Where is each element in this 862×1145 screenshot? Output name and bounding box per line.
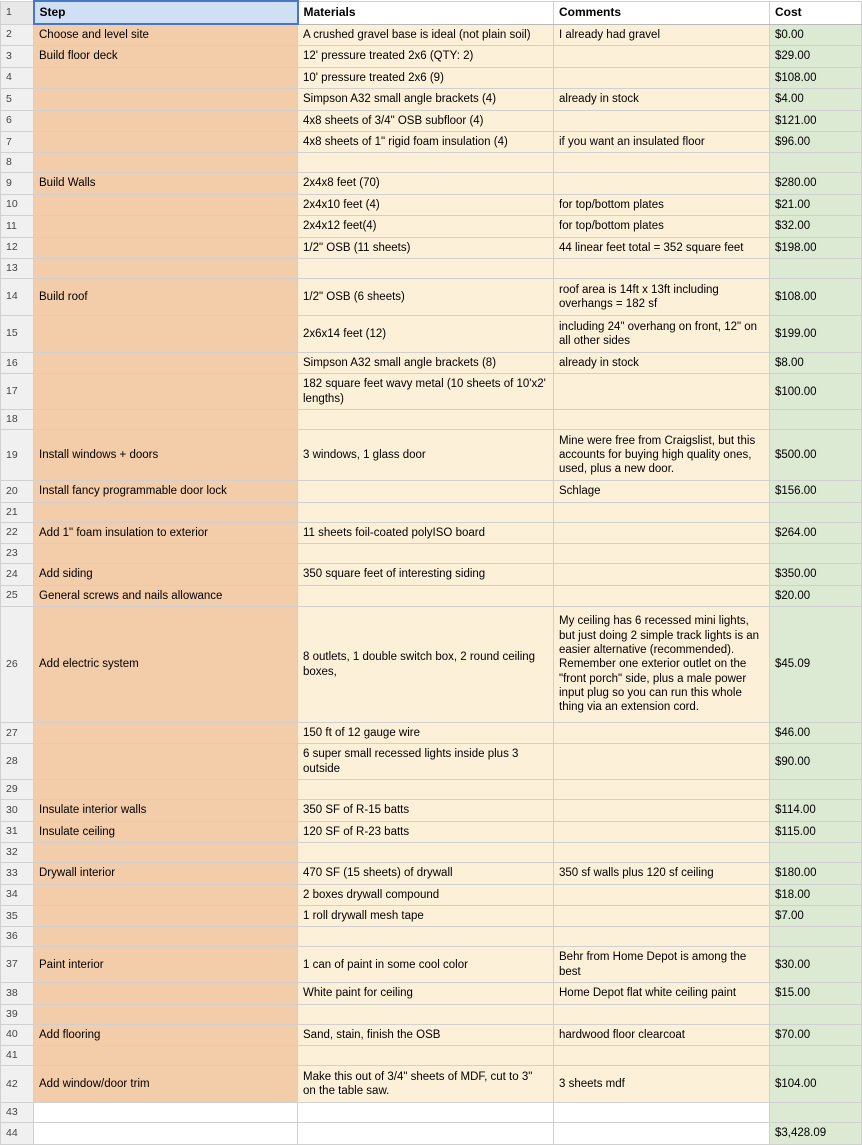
cell-total-cost[interactable]: $3,428.09 bbox=[770, 1123, 862, 1144]
cell-step[interactable]: Add 1" foam insulation to exterior bbox=[34, 522, 298, 543]
table-row bbox=[1, 800, 862, 821]
cell-comments[interactable] bbox=[554, 564, 770, 585]
cell-cost[interactable]: $350.00 bbox=[770, 564, 862, 585]
table-row bbox=[1, 843, 862, 863]
cell-comments[interactable]: 44 linear feet total = 352 square feet bbox=[554, 237, 770, 258]
row-header-41[interactable]: 41 bbox=[1, 1046, 34, 1066]
cell-step[interactable] bbox=[34, 153, 298, 173]
cell-materials[interactable]: 182 square feet wavy metal (10 sheets of 10'x2' lengths) bbox=[298, 374, 554, 410]
table-row bbox=[1, 1123, 862, 1144]
cell-comments[interactable] bbox=[554, 502, 770, 522]
cell-cost[interactable]: $4.00 bbox=[770, 89, 862, 110]
cell-comments[interactable] bbox=[554, 173, 770, 194]
cell-step[interactable]: Add electric system bbox=[34, 607, 298, 723]
cell-comments[interactable] bbox=[554, 723, 770, 744]
row-header-26[interactable]: 26 bbox=[1, 607, 34, 723]
table-row bbox=[1, 316, 862, 353]
row-header-15[interactable]: 15 bbox=[1, 316, 34, 353]
row-header-13[interactable]: 13 bbox=[1, 258, 34, 278]
cell-materials[interactable]: 2x6x14 feet (12) bbox=[298, 316, 554, 353]
row-header-39[interactable]: 39 bbox=[1, 1004, 34, 1024]
cell-comments[interactable]: Mine were free from Craigslist, but this accounts for buying high quality ones, used, plus a new door. bbox=[554, 430, 770, 481]
table-row bbox=[1, 863, 862, 884]
row-header-17[interactable]: 17 bbox=[1, 374, 34, 410]
header-row bbox=[1, 1, 862, 24]
cell-step[interactable]: General screws and nails allowance bbox=[34, 585, 298, 606]
cell-comments[interactable] bbox=[554, 374, 770, 410]
table-row bbox=[1, 258, 862, 278]
cell-materials[interactable]: 6 super small recessed lights inside plus 3 outside bbox=[298, 744, 554, 780]
cell-cost[interactable]: $114.00 bbox=[770, 800, 862, 821]
table-row bbox=[1, 821, 862, 842]
table-row bbox=[1, 744, 862, 780]
row-header-14[interactable]: 14 bbox=[1, 279, 34, 316]
cell-materials[interactable]: 350 square feet of interesting siding bbox=[298, 564, 554, 585]
cell-step[interactable] bbox=[34, 258, 298, 278]
cell-step[interactable]: Build Walls bbox=[34, 173, 298, 194]
cell-comments[interactable] bbox=[554, 522, 770, 543]
cell-materials[interactable] bbox=[298, 927, 554, 947]
column-header-step[interactable]: Step bbox=[34, 1, 298, 24]
cell-step[interactable] bbox=[34, 67, 298, 88]
row-header-24[interactable]: 24 bbox=[1, 564, 34, 585]
cell-step[interactable] bbox=[34, 89, 298, 110]
cell-comments[interactable]: Schlage bbox=[554, 481, 770, 502]
cell-step[interactable] bbox=[34, 905, 298, 926]
table-row bbox=[1, 1024, 862, 1045]
row-header-38[interactable]: 38 bbox=[1, 983, 34, 1004]
cell-comments[interactable]: including 24" overhang on front, 12" on all other sides bbox=[554, 316, 770, 353]
cell-cost[interactable]: $21.00 bbox=[770, 194, 862, 215]
table-row bbox=[1, 89, 862, 110]
row-header-32[interactable]: 32 bbox=[1, 843, 34, 863]
cell-cost[interactable] bbox=[770, 927, 862, 947]
table-row bbox=[1, 723, 862, 744]
cell-comments[interactable]: 3 sheets mdf bbox=[554, 1066, 770, 1103]
cell-comments[interactable]: already in stock bbox=[554, 89, 770, 110]
cell-materials[interactable] bbox=[298, 1103, 554, 1123]
cell-cost[interactable]: $199.00 bbox=[770, 316, 862, 353]
row-header-9[interactable]: 9 bbox=[1, 173, 34, 194]
cell-materials[interactable]: Simpson A32 small angle brackets (8) bbox=[298, 353, 554, 374]
cell-step[interactable] bbox=[34, 502, 298, 522]
table-row bbox=[1, 194, 862, 215]
row-header-12[interactable]: 12 bbox=[1, 237, 34, 258]
row-header-22[interactable]: 22 bbox=[1, 522, 34, 543]
cell-cost[interactable] bbox=[770, 258, 862, 278]
cell-cost[interactable]: $108.00 bbox=[770, 279, 862, 316]
cell-cost[interactable]: $180.00 bbox=[770, 863, 862, 884]
cell-cost[interactable]: $100.00 bbox=[770, 374, 862, 410]
row-header-19[interactable]: 19 bbox=[1, 430, 34, 481]
cell-step[interactable]: Add window/door trim bbox=[34, 1066, 298, 1103]
cell-materials[interactable]: Simpson A32 small angle brackets (4) bbox=[298, 89, 554, 110]
row-header-7[interactable]: 7 bbox=[1, 131, 34, 152]
cell-comments[interactable]: My ceiling has 6 recessed mini lights, but just doing 2 simple track lights is an easier alternative (recommended). Remember one exterior outlet on the "front porch" side, plus a male power input plug so you can run this whole thing via an extension cord. bbox=[554, 607, 770, 723]
cell-step[interactable]: Add flooring bbox=[34, 1024, 298, 1045]
cell-materials[interactable]: Sand, stain, finish the OSB bbox=[298, 1024, 554, 1045]
row-header-23[interactable]: 23 bbox=[1, 544, 34, 564]
cell-cost[interactable]: $70.00 bbox=[770, 1024, 862, 1045]
cell-cost[interactable]: $280.00 bbox=[770, 173, 862, 194]
row-header-5[interactable]: 5 bbox=[1, 89, 34, 110]
cell-step[interactable] bbox=[34, 1046, 298, 1066]
cell-comments[interactable]: for top/bottom plates bbox=[554, 216, 770, 237]
row-header-1[interactable]: 1 bbox=[1, 1, 34, 24]
cell-step[interactable] bbox=[34, 927, 298, 947]
row-header-2[interactable]: 2 bbox=[1, 24, 34, 46]
cell-materials[interactable] bbox=[298, 843, 554, 863]
column-header-cost[interactable]: Cost bbox=[770, 1, 862, 24]
row-header-29[interactable]: 29 bbox=[1, 780, 34, 800]
cell-step[interactable] bbox=[34, 843, 298, 863]
row-header-28[interactable]: 28 bbox=[1, 744, 34, 780]
cell-step[interactable] bbox=[34, 723, 298, 744]
cell-cost[interactable]: $198.00 bbox=[770, 237, 862, 258]
row-header-8[interactable]: 8 bbox=[1, 153, 34, 173]
table-row bbox=[1, 780, 862, 800]
table-row bbox=[1, 1004, 862, 1024]
cell-step[interactable] bbox=[34, 237, 298, 258]
cell-cost[interactable] bbox=[770, 843, 862, 863]
table-row bbox=[1, 153, 862, 173]
cell-materials[interactable]: Make this out of 3/4" sheets of MDF, cut to 3" on the table saw. bbox=[298, 1066, 554, 1103]
cell-step[interactable] bbox=[34, 544, 298, 564]
cell-step[interactable]: Install fancy programmable door lock bbox=[34, 481, 298, 502]
cell-step[interactable] bbox=[34, 1123, 298, 1144]
table-row bbox=[1, 374, 862, 410]
cell-materials[interactable]: 120 SF of R-23 batts bbox=[298, 821, 554, 842]
cell-cost[interactable] bbox=[770, 1004, 862, 1024]
table-row bbox=[1, 430, 862, 481]
cell-step[interactable] bbox=[34, 983, 298, 1004]
cell-cost[interactable]: $96.00 bbox=[770, 131, 862, 152]
table-row bbox=[1, 1103, 862, 1123]
cell-comments[interactable] bbox=[554, 744, 770, 780]
cell-materials[interactable] bbox=[298, 585, 554, 606]
cell-materials[interactable] bbox=[298, 1123, 554, 1144]
cell-materials[interactable]: 2x4x8 feet (70) bbox=[298, 173, 554, 194]
cell-cost[interactable]: $156.00 bbox=[770, 481, 862, 502]
cell-step[interactable] bbox=[34, 1004, 298, 1024]
cell-materials[interactable] bbox=[298, 544, 554, 564]
cell-materials[interactable] bbox=[298, 1046, 554, 1066]
cell-cost[interactable]: $32.00 bbox=[770, 216, 862, 237]
row-header-11[interactable]: 11 bbox=[1, 216, 34, 237]
cell-comments[interactable]: 350 sf walls plus 120 sf ceiling bbox=[554, 863, 770, 884]
cell-comments[interactable] bbox=[554, 67, 770, 88]
cell-step[interactable]: Build roof bbox=[34, 279, 298, 316]
cell-step[interactable]: Add siding bbox=[34, 564, 298, 585]
cell-materials[interactable] bbox=[298, 780, 554, 800]
cell-comments[interactable] bbox=[554, 410, 770, 430]
cell-cost[interactable]: $18.00 bbox=[770, 884, 862, 905]
table-row bbox=[1, 927, 862, 947]
row-header-27[interactable]: 27 bbox=[1, 723, 34, 744]
row-header-36[interactable]: 36 bbox=[1, 927, 34, 947]
cell-cost[interactable]: $0.00 bbox=[770, 24, 862, 46]
cell-materials[interactable]: 11 sheets foil-coated polyISO board bbox=[298, 522, 554, 543]
cell-step[interactable] bbox=[34, 884, 298, 905]
cell-comments[interactable]: hardwood floor clearcoat bbox=[554, 1024, 770, 1045]
row-header-42[interactable]: 42 bbox=[1, 1066, 34, 1103]
table-row bbox=[1, 173, 862, 194]
cell-materials[interactable] bbox=[298, 481, 554, 502]
row-header-35[interactable]: 35 bbox=[1, 905, 34, 926]
cell-step[interactable]: Build floor deck bbox=[34, 46, 298, 67]
cell-materials[interactable]: A crushed gravel base is ideal (not plain soil) bbox=[298, 24, 554, 46]
table-row bbox=[1, 502, 862, 522]
cell-cost[interactable]: $7.00 bbox=[770, 905, 862, 926]
row-header-4[interactable]: 4 bbox=[1, 67, 34, 88]
cell-cost[interactable]: $121.00 bbox=[770, 110, 862, 131]
cell-materials[interactable] bbox=[298, 1004, 554, 1024]
table-row bbox=[1, 237, 862, 258]
cell-materials[interactable]: 1 roll drywall mesh tape bbox=[298, 905, 554, 926]
table-row bbox=[1, 607, 862, 723]
cell-cost[interactable]: $8.00 bbox=[770, 353, 862, 374]
table-row bbox=[1, 947, 862, 983]
table-row bbox=[1, 884, 862, 905]
cell-cost[interactable]: $30.00 bbox=[770, 947, 862, 983]
cell-comments[interactable] bbox=[554, 1123, 770, 1144]
cell-comments[interactable] bbox=[554, 258, 770, 278]
table-row bbox=[1, 216, 862, 237]
cell-step[interactable]: Insulate ceiling bbox=[34, 821, 298, 842]
table-row bbox=[1, 564, 862, 585]
cell-cost[interactable] bbox=[770, 1103, 862, 1123]
cell-materials[interactable]: White paint for ceiling bbox=[298, 983, 554, 1004]
cell-cost[interactable]: $115.00 bbox=[770, 821, 862, 842]
cell-cost[interactable]: $46.00 bbox=[770, 723, 862, 744]
row-header-20[interactable]: 20 bbox=[1, 481, 34, 502]
cell-step[interactable]: Drywall interior bbox=[34, 863, 298, 884]
cell-step[interactable]: Insulate interior walls bbox=[34, 800, 298, 821]
table-row bbox=[1, 410, 862, 430]
cell-comments[interactable]: for top/bottom plates bbox=[554, 194, 770, 215]
cell-comments[interactable] bbox=[554, 821, 770, 842]
cell-comments[interactable] bbox=[554, 585, 770, 606]
table-row bbox=[1, 905, 862, 926]
table-row bbox=[1, 131, 862, 152]
row-header-10[interactable]: 10 bbox=[1, 194, 34, 215]
row-header-33[interactable]: 33 bbox=[1, 863, 34, 884]
cell-materials[interactable] bbox=[298, 502, 554, 522]
cell-comments[interactable] bbox=[554, 780, 770, 800]
cell-comments[interactable] bbox=[554, 800, 770, 821]
cell-comments[interactable]: already in stock bbox=[554, 353, 770, 374]
cell-materials[interactable]: 1 can of paint in some cool color bbox=[298, 947, 554, 983]
row-header-16[interactable]: 16 bbox=[1, 353, 34, 374]
cell-comments[interactable]: if you want an insulated floor bbox=[554, 131, 770, 152]
cell-cost[interactable]: $90.00 bbox=[770, 744, 862, 780]
cell-comments[interactable]: Behr from Home Depot is among the best bbox=[554, 947, 770, 983]
cell-cost[interactable]: $20.00 bbox=[770, 585, 862, 606]
cell-comments[interactable] bbox=[554, 843, 770, 863]
cell-cost[interactable] bbox=[770, 410, 862, 430]
cell-step[interactable] bbox=[34, 410, 298, 430]
cell-cost[interactable] bbox=[770, 780, 862, 800]
cell-comments[interactable]: roof area is 14ft x 13ft including overhangs = 182 sf bbox=[554, 279, 770, 316]
cell-materials[interactable] bbox=[298, 410, 554, 430]
column-header-materials[interactable]: Materials bbox=[298, 1, 554, 24]
cell-step[interactable]: Paint interior bbox=[34, 947, 298, 983]
row-header-6[interactable]: 6 bbox=[1, 110, 34, 131]
row-header-31[interactable]: 31 bbox=[1, 821, 34, 842]
cell-step[interactable]: Install windows + doors bbox=[34, 430, 298, 481]
cell-materials[interactable]: 4x8 sheets of 3/4" OSB subfloor (4) bbox=[298, 110, 554, 131]
cell-step[interactable] bbox=[34, 110, 298, 131]
cell-cost[interactable]: $104.00 bbox=[770, 1066, 862, 1103]
cell-materials[interactable]: 12' pressure treated 2x6 (QTY: 2) bbox=[298, 46, 554, 67]
row-header-44[interactable]: 44 bbox=[1, 1123, 34, 1144]
table-row bbox=[1, 67, 862, 88]
cell-comments[interactable]: I already had gravel bbox=[554, 24, 770, 46]
row-header-25[interactable]: 25 bbox=[1, 585, 34, 606]
cell-comments[interactable] bbox=[554, 1103, 770, 1123]
table-row bbox=[1, 481, 862, 502]
cell-step[interactable] bbox=[34, 744, 298, 780]
cell-materials[interactable]: 4x8 sheets of 1" rigid foam insulation (4) bbox=[298, 131, 554, 152]
table-row bbox=[1, 1066, 862, 1103]
cell-materials[interactable]: 2 boxes drywall compound bbox=[298, 884, 554, 905]
cell-materials[interactable]: 470 SF (15 sheets) of drywall bbox=[298, 863, 554, 884]
cell-materials[interactable]: 2x4x12 feet(4) bbox=[298, 216, 554, 237]
cell-materials[interactable] bbox=[298, 258, 554, 278]
cell-step[interactable] bbox=[34, 1103, 298, 1123]
cell-cost[interactable] bbox=[770, 502, 862, 522]
cell-materials[interactable]: 3 windows, 1 glass door bbox=[298, 430, 554, 481]
table-row bbox=[1, 1046, 862, 1066]
row-header-43[interactable]: 43 bbox=[1, 1103, 34, 1123]
row-header-30[interactable]: 30 bbox=[1, 800, 34, 821]
cell-step[interactable] bbox=[34, 353, 298, 374]
table-row bbox=[1, 46, 862, 67]
cell-step[interactable] bbox=[34, 316, 298, 353]
table-row bbox=[1, 353, 862, 374]
cell-cost[interactable] bbox=[770, 153, 862, 173]
table-row bbox=[1, 522, 862, 543]
cell-comments[interactable] bbox=[554, 153, 770, 173]
cell-materials[interactable]: 350 SF of R-15 batts bbox=[298, 800, 554, 821]
cell-step[interactable] bbox=[34, 374, 298, 410]
cell-materials[interactable]: 1/2" OSB (6 sheets) bbox=[298, 279, 554, 316]
cell-comments[interactable]: Home Depot flat white ceiling paint bbox=[554, 983, 770, 1004]
cell-materials[interactable]: 10' pressure treated 2x6 (9) bbox=[298, 67, 554, 88]
cell-step[interactable] bbox=[34, 131, 298, 152]
row-header-18[interactable]: 18 bbox=[1, 410, 34, 430]
cell-materials[interactable] bbox=[298, 153, 554, 173]
row-header-21[interactable]: 21 bbox=[1, 502, 34, 522]
cell-comments[interactable] bbox=[554, 927, 770, 947]
cell-materials[interactable]: 1/2" OSB (11 sheets) bbox=[298, 237, 554, 258]
cell-comments[interactable] bbox=[554, 905, 770, 926]
cell-comments[interactable] bbox=[554, 46, 770, 67]
cell-materials[interactable]: 8 outlets, 1 double switch box, 2 round ceiling boxes, bbox=[298, 607, 554, 723]
cell-cost[interactable]: $45.09 bbox=[770, 607, 862, 723]
cell-step[interactable]: Choose and level site bbox=[34, 24, 298, 46]
cell-cost[interactable]: $29.00 bbox=[770, 46, 862, 67]
cell-step[interactable] bbox=[34, 780, 298, 800]
cell-step[interactable] bbox=[34, 194, 298, 215]
cell-cost[interactable]: $108.00 bbox=[770, 67, 862, 88]
cell-materials[interactable]: 2x4x10 feet (4) bbox=[298, 194, 554, 215]
row-header-40[interactable]: 40 bbox=[1, 1024, 34, 1045]
cell-comments[interactable] bbox=[554, 1046, 770, 1066]
cell-cost[interactable]: $15.00 bbox=[770, 983, 862, 1004]
table-row bbox=[1, 983, 862, 1004]
cell-comments[interactable] bbox=[554, 544, 770, 564]
row-header-3[interactable]: 3 bbox=[1, 46, 34, 67]
row-header-34[interactable]: 34 bbox=[1, 884, 34, 905]
cell-comments[interactable] bbox=[554, 110, 770, 131]
table-row bbox=[1, 110, 862, 131]
cell-cost[interactable] bbox=[770, 1046, 862, 1066]
cell-cost[interactable]: $264.00 bbox=[770, 522, 862, 543]
cell-cost[interactable] bbox=[770, 544, 862, 564]
row-header-37[interactable]: 37 bbox=[1, 947, 34, 983]
cell-materials[interactable]: 150 ft of 12 gauge wire bbox=[298, 723, 554, 744]
cell-cost[interactable]: $500.00 bbox=[770, 430, 862, 481]
cell-step[interactable] bbox=[34, 216, 298, 237]
cell-comments[interactable] bbox=[554, 884, 770, 905]
cell-comments[interactable] bbox=[554, 1004, 770, 1024]
table-row bbox=[1, 544, 862, 564]
table-row bbox=[1, 585, 862, 606]
table-row bbox=[1, 279, 862, 316]
table-row bbox=[1, 24, 862, 46]
column-header-comments[interactable]: Comments bbox=[554, 1, 770, 24]
